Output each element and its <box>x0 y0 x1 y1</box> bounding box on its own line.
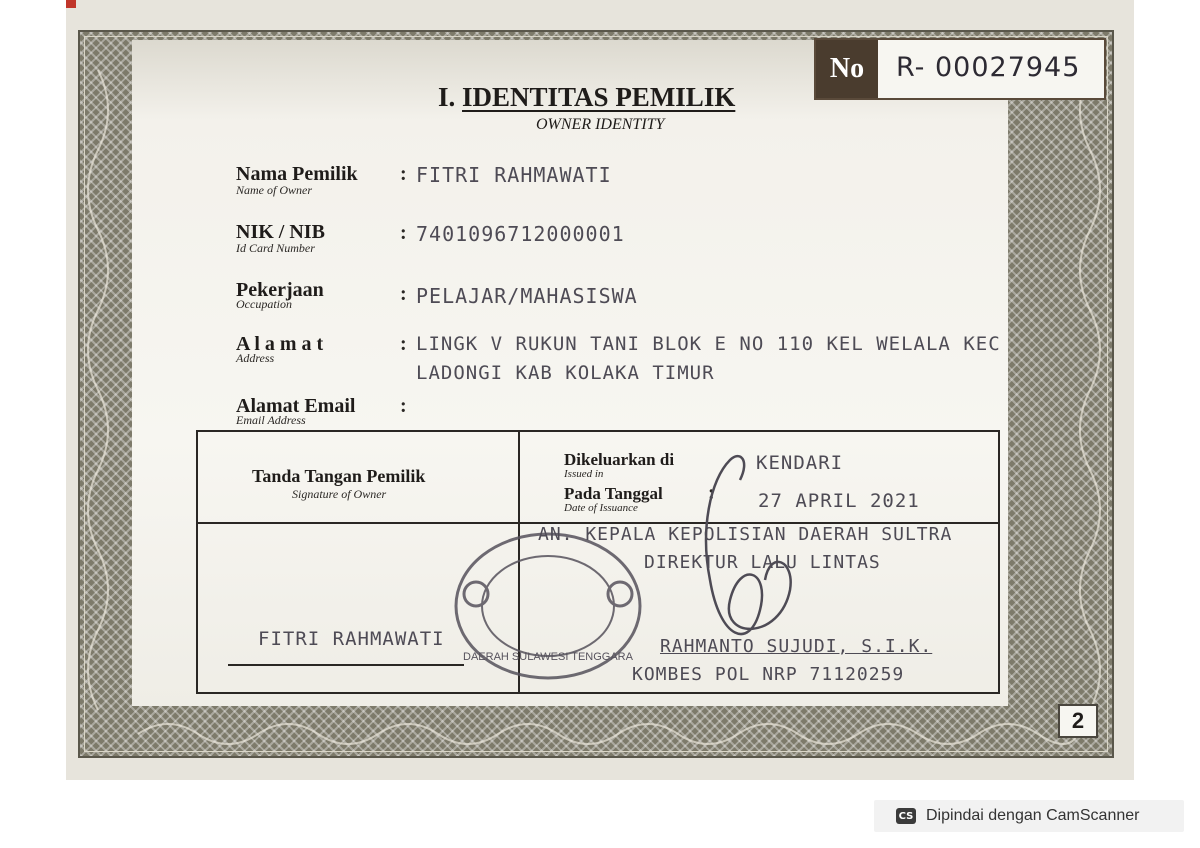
field-value-occupation: PELAJAR/MAHASISWA <box>416 284 638 308</box>
stamp-text: DAERAH SULAWESI TENGGARA <box>463 651 633 663</box>
field-label-en-occupation: Occupation <box>236 297 292 311</box>
section-title <box>438 82 735 113</box>
field-label-email: Alamat Email <box>236 395 356 417</box>
field-value-address-line2: LADONGI KAB KOLAKA TIMUR <box>416 362 715 384</box>
issue-date-label-en: Date of Issuance <box>564 502 638 514</box>
camscanner-watermark <box>874 800 1184 832</box>
owner-signature-label: Tanda Tangan Pemilik <box>252 466 426 486</box>
field-colon: : <box>400 395 407 417</box>
field-label-occupation: Pekerjaan <box>236 279 324 301</box>
field-label-en-address: Address <box>236 351 275 365</box>
corner-mark <box>66 0 76 8</box>
serial-number-label: No <box>816 40 878 98</box>
field-value-address-line1: LINGK V RUKUN TANI BLOK E NO 110 KEL WELALA KEC <box>416 333 1001 355</box>
section-number: I. <box>438 82 456 112</box>
field-colon: : <box>708 482 715 504</box>
field-label-owner-name: Nama Pemilik <box>236 163 358 185</box>
field-label-en-id-number: Id Card Number <box>236 241 315 255</box>
owner-name-signed: FITRI RAHMAWATI <box>258 628 445 650</box>
field-label-id-number: NIK / NIB <box>236 221 325 243</box>
owner-signature-line <box>228 664 464 666</box>
field-value-owner-name: FITRI RAHMAWATI <box>416 163 612 187</box>
field-colon: : <box>400 222 407 244</box>
field-label-en-email: Email Address <box>236 413 306 427</box>
section-subtitle: OWNER IDENTITY <box>536 116 665 133</box>
section-title-text: IDENTITAS PEMILIK <box>462 82 736 112</box>
issued-in-label: Dikeluarkan di <box>564 450 675 469</box>
official-name: RAHMANTO SUJUDI, S.I.K. <box>660 636 933 657</box>
field-colon: : <box>400 163 407 185</box>
field-value-id-number: 7401096712000001 <box>416 222 625 246</box>
field-label-en-owner-name: Name of Owner <box>236 183 312 197</box>
authority-line-2: DIREKTUR LALU LINTAS <box>644 552 881 573</box>
field-colon: : <box>400 283 407 305</box>
field-label-address: A l a m a t <box>236 333 324 355</box>
camscanner-text: Dipindai dengan CamScanner <box>926 807 1140 824</box>
serial-number-value: R- 00027945 <box>896 52 1081 83</box>
official-rank: KOMBES POL NRP 71120259 <box>632 664 905 685</box>
issued-in-value: KENDARI <box>756 452 844 474</box>
issue-date-value: 27 APRIL 2021 <box>758 490 920 512</box>
page-number: 2 <box>1058 704 1098 738</box>
issued-in-label-en: Issued in <box>564 468 604 480</box>
field-colon: : <box>400 333 407 355</box>
issue-date-label: Pada Tanggal <box>564 484 663 503</box>
authority-line-1: AN. KEPALA KEPOLISIAN DAERAH SULTRA <box>538 524 953 545</box>
owner-signature-label-en: Signature of Owner <box>292 487 387 501</box>
camscanner-logo-icon: CS <box>896 808 916 824</box>
